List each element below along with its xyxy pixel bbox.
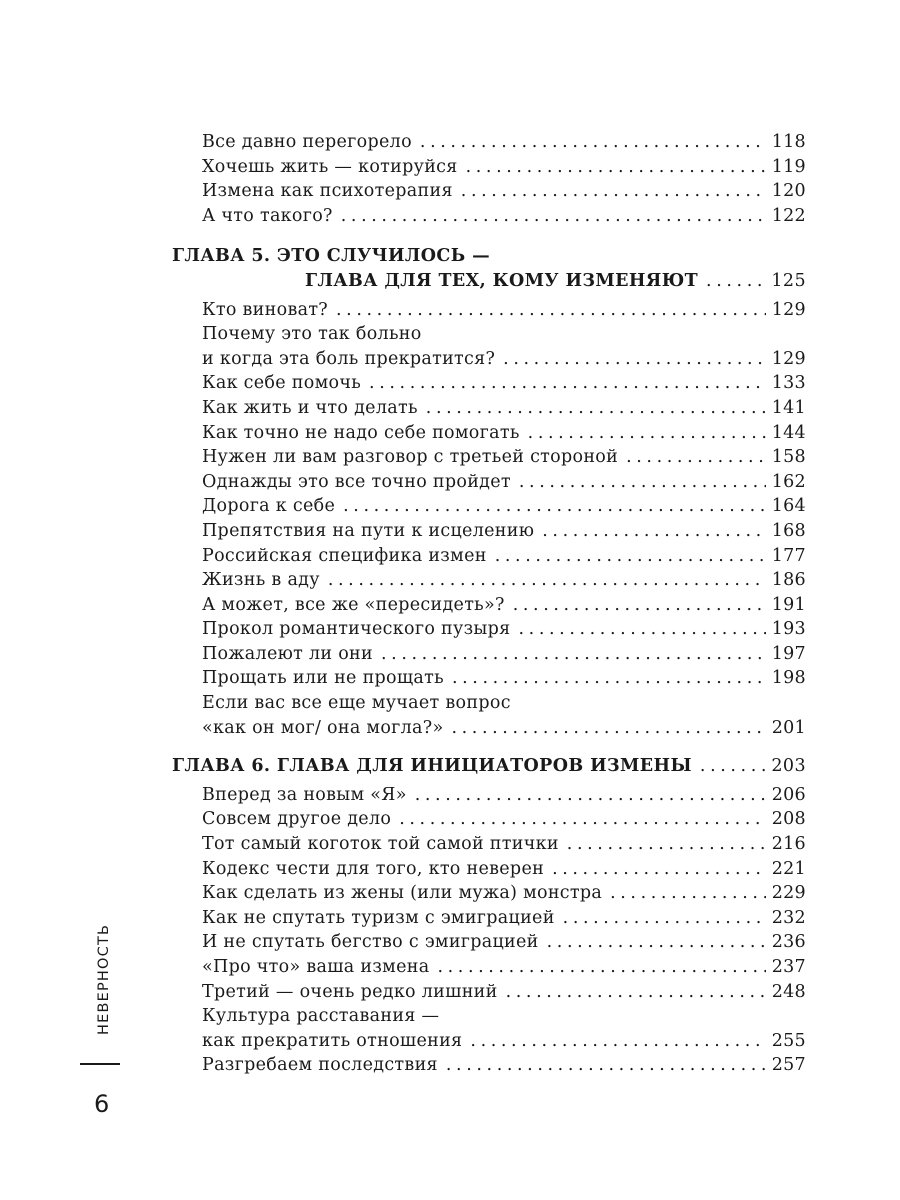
toc-entry-title: «Про что» ваша измена [202, 957, 430, 977]
toc-entry-title: Кто виноват? [202, 299, 328, 320]
toc-entry-page: 162 [771, 471, 806, 492]
leader-dots [415, 783, 766, 808]
toc-entry[interactable] [202, 666, 806, 691]
toc-entry-page: 236 [771, 932, 806, 953]
leader-dots [461, 179, 766, 204]
toc-entry-page: 257 [771, 1055, 806, 1076]
page-number: 6 [94, 1090, 110, 1118]
toc-entry[interactable] [202, 544, 806, 569]
toc-entry-title-line1: Если вас все еще мучает вопрос [202, 693, 511, 714]
leader-dots [567, 832, 766, 857]
leader-dots [437, 955, 765, 980]
leader-dots [466, 155, 766, 180]
toc-entry-title: А может, все же «пересидеть»? [202, 594, 505, 615]
leader-dots [519, 470, 766, 495]
leader-dots [552, 857, 766, 882]
toc-entry[interactable] [202, 371, 806, 396]
toc-entry-title: Прокол романтического пузыря [202, 619, 511, 640]
table-of-contents [172, 130, 806, 1078]
toc-entry[interactable] [202, 930, 806, 955]
leader-dots [513, 593, 766, 618]
leader-dots [470, 1029, 765, 1054]
toc-entry[interactable] [202, 881, 806, 906]
toc-entry-page: 193 [771, 619, 806, 640]
toc-entry[interactable] [202, 857, 806, 882]
toc-entry[interactable] [202, 396, 806, 421]
leader-dots [343, 494, 766, 519]
toc-entry-title: Пожалеют ли они [202, 643, 373, 664]
toc-entry[interactable] [202, 1004, 806, 1053]
leader-dots [451, 716, 765, 741]
toc-entry[interactable] [202, 204, 806, 229]
toc-entry[interactable] [202, 807, 806, 832]
toc-entry-page: 118 [771, 132, 806, 152]
toc-entry[interactable] [202, 470, 806, 495]
toc-entry-page: 198 [771, 668, 806, 689]
toc-entry[interactable] [202, 1053, 806, 1078]
leader-dots [706, 269, 765, 294]
toc-entry-title: Хочешь жить — котируйся [202, 156, 458, 177]
leader-dots [506, 980, 766, 1005]
leader-dots [700, 754, 765, 779]
toc-entry[interactable] [202, 298, 806, 323]
chapter-title-line2: ГЛАВА ДЛЯ ТЕХ, КОМУ ИЗМЕНЯЮТ [305, 270, 699, 291]
toc-entry-title: А что такого? [202, 205, 333, 226]
leader-dots [542, 519, 765, 544]
toc-entry-title: Как точно не надо себе помогать [202, 422, 520, 443]
toc-entry[interactable] [202, 783, 806, 808]
toc-entry-page: 201 [771, 717, 806, 738]
toc-entry-title: Кодекс чести для того, кто неверен [202, 858, 545, 879]
margin-rule [80, 1063, 120, 1065]
toc-entry[interactable] [202, 617, 806, 642]
toc-entry-page: 168 [771, 520, 806, 541]
toc-entry-title-line1: Почему это так больно [202, 324, 422, 345]
toc-entry-page: 237 [771, 957, 806, 977]
toc-entry-page: 164 [771, 496, 806, 517]
toc-entry-title: Тот самый коготок той самой птички [202, 834, 559, 855]
toc-entry-title: Вперед за новым «Я» [202, 784, 407, 805]
toc-entry-title: и когда эта боль прекратится? [202, 348, 496, 369]
toc-entry[interactable] [202, 519, 806, 544]
toc-entry[interactable] [202, 955, 806, 980]
toc-entry-title: Однажды это все точно пройдет [202, 471, 511, 492]
toc-entry-title: Нужен ли вам разговор с третьей стороной [202, 447, 619, 468]
toc-entry[interactable] [202, 130, 806, 155]
toc-entry[interactable] [202, 445, 806, 470]
toc-entry-title: «как он мог/ она могла?» [202, 717, 444, 738]
toc-entry-title: Как не спутать туризм с эмиграцией [202, 907, 555, 928]
leader-dots [503, 347, 766, 372]
toc-entry-title: как прекратить отношения [202, 1030, 463, 1051]
toc-entry-page: 133 [771, 373, 806, 394]
toc-entry-title: Как жить и что делать [202, 397, 418, 418]
toc-entry[interactable] [202, 179, 806, 204]
toc-entry[interactable] [202, 691, 806, 740]
leader-dots [426, 396, 766, 421]
toc-entry-page: 221 [771, 858, 806, 879]
toc-entry[interactable] [202, 642, 806, 667]
leader-dots [528, 421, 766, 446]
leader-dots [399, 807, 765, 832]
leader-dots [381, 642, 766, 667]
toc-entry-title: Жизнь в аду [202, 570, 320, 591]
toc-entry-page: 177 [771, 545, 806, 566]
toc-entry-page: 208 [771, 809, 806, 830]
chapter-title: ГЛАВА 6. ГЛАВА ДЛЯ ИНИЦИАТОРОВ ИЗМЕНЫ [172, 756, 692, 777]
toc-entry-page: 232 [771, 907, 806, 928]
leader-dots [452, 666, 766, 691]
leader-dots [495, 544, 766, 569]
leader-dots [626, 445, 766, 470]
leader-dots [547, 930, 766, 955]
chapter-title-line1: ГЛАВА 5. ЭТО СЛУЧИЛОСЬ — [172, 246, 490, 267]
leader-dots [341, 204, 766, 229]
toc-entry-page: 191 [771, 594, 806, 615]
toc-entry-page: 120 [771, 181, 806, 202]
toc-entry-page: 129 [771, 348, 806, 369]
toc-entry-title: Как себе помочь [202, 373, 362, 394]
toc-entry-title-line1: Культура расставания — [202, 1006, 440, 1027]
toc-entry[interactable] [202, 568, 806, 593]
running-head: НЕВЕРНОСТЬ [96, 923, 112, 1035]
toc-entry[interactable] [202, 593, 806, 618]
toc-entry-page: 255 [771, 1030, 806, 1051]
toc-entry-title: Российская специфика измен [202, 545, 487, 566]
toc-entry-title: Все давно перегорело [202, 132, 412, 152]
leader-dots [563, 906, 766, 931]
toc-entry[interactable] [202, 906, 806, 931]
toc-entry-title: Разгребаем последствия [202, 1055, 438, 1076]
chapter-page: 125 [771, 270, 806, 291]
toc-entry-page: 206 [771, 784, 806, 805]
toc-entry-page: 197 [771, 643, 806, 664]
leader-dots [369, 371, 766, 396]
toc-entry-title: И не спутать бегство с эмиграцией [202, 932, 539, 953]
toc-entry-page: 158 [771, 447, 806, 468]
chapter-page: 203 [771, 756, 806, 777]
toc-entry[interactable] [202, 155, 806, 180]
toc-entry-page: 119 [771, 156, 806, 177]
toc-entry-title: Измена как психотерапия [202, 181, 453, 202]
leader-dots [519, 617, 766, 642]
chapter-5-heading[interactable] [172, 244, 806, 293]
toc-entry-title: Третий — очень редко лишний [202, 981, 498, 1002]
toc-entry[interactable] [202, 832, 806, 857]
toc-entry-page: 248 [771, 981, 806, 1002]
toc-entry-title: Как сделать из жены (или мужа) монстра [202, 883, 603, 904]
chapter-6-heading[interactable] [172, 754, 806, 779]
toc-entry-page: 216 [771, 834, 806, 855]
toc-entry-title: Препятствия на пути к исцелению [202, 520, 535, 541]
toc-entry[interactable] [202, 322, 806, 371]
toc-entry[interactable] [202, 421, 806, 446]
toc-entry[interactable] [202, 980, 806, 1005]
toc-entry-page: 122 [771, 205, 806, 226]
toc-entry-title: Прощать или не прощать [202, 668, 444, 689]
leader-dots [420, 130, 766, 155]
leader-dots [610, 881, 766, 906]
toc-entry-page: 186 [771, 570, 806, 591]
toc-entry-title: Совсем другое дело [202, 809, 392, 830]
toc-entry-page: 144 [771, 422, 806, 443]
toc-entry-page: 229 [771, 883, 806, 904]
toc-entry-title: Дорога к себе [202, 496, 336, 517]
toc-entry-page: 129 [771, 299, 806, 320]
toc-entry[interactable] [202, 494, 806, 519]
leader-dots [446, 1053, 766, 1078]
leader-dots [328, 568, 766, 593]
toc-entry-page: 141 [771, 397, 806, 418]
leader-dots [336, 298, 766, 323]
